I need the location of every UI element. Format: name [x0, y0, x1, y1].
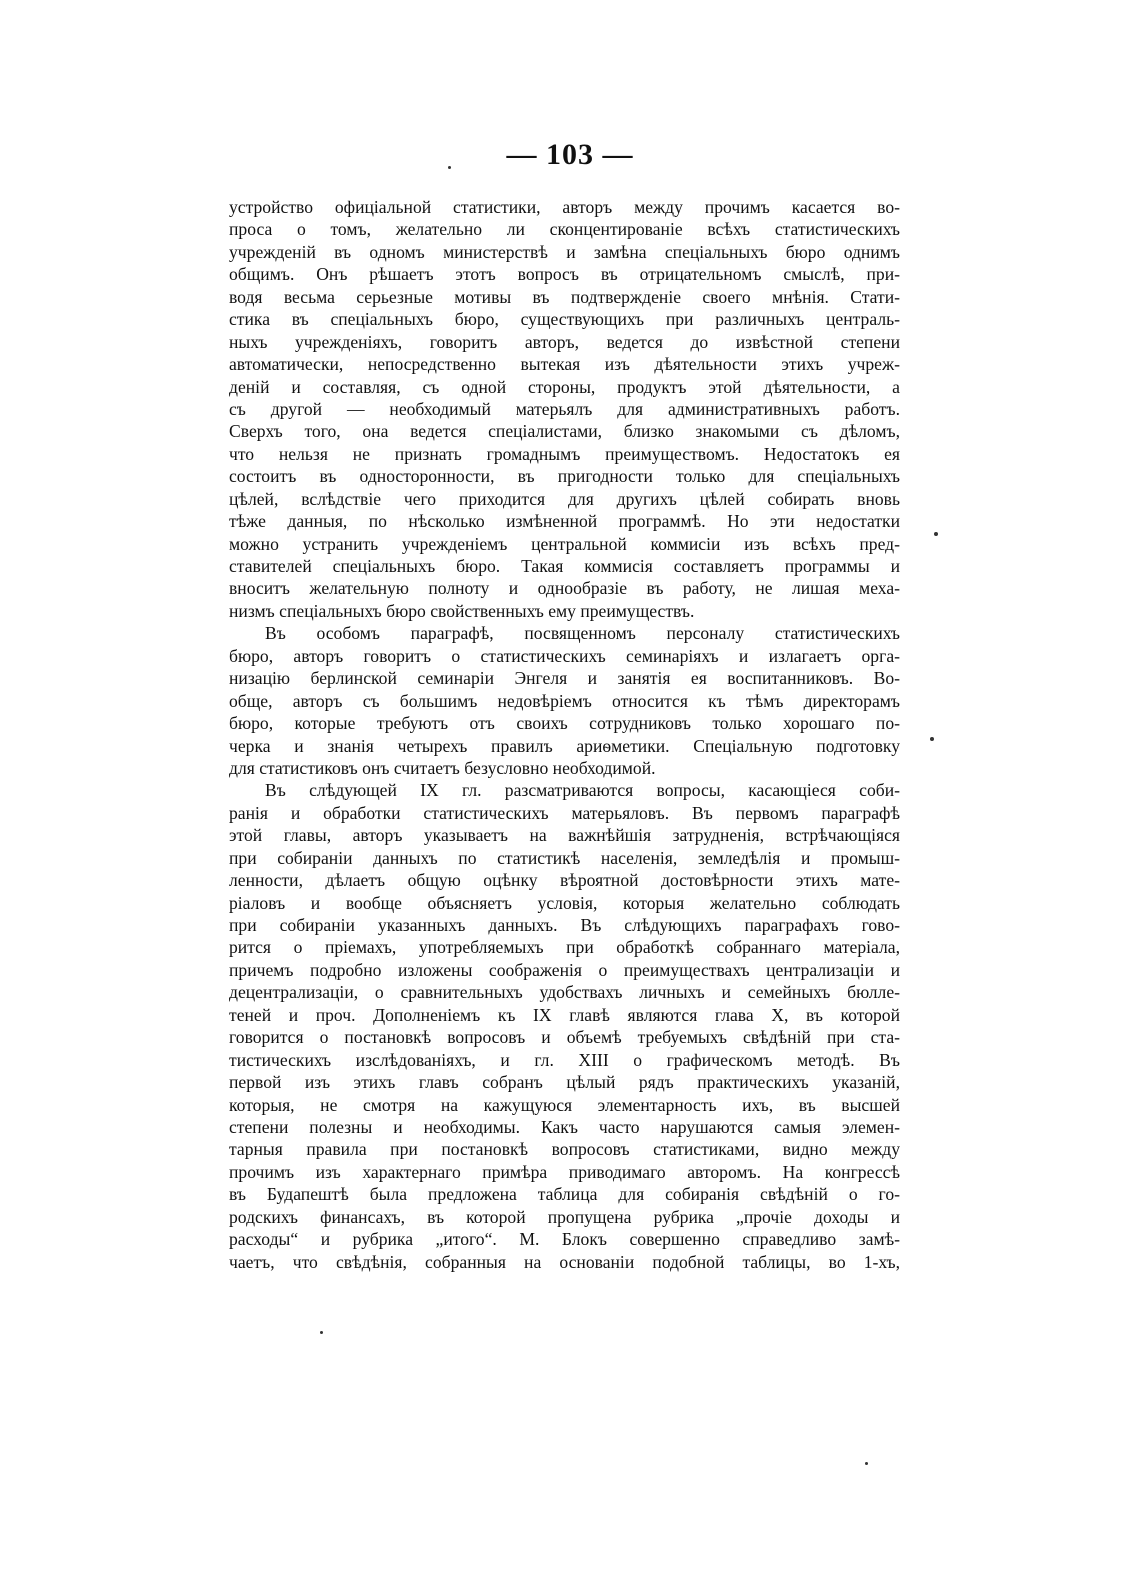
- text-line: низацію берлинской семинаріи Энгеля и занятія ея воспитанниковъ. Во-: [229, 668, 900, 689]
- text-line: ставителей спеціальныхъ бюро. Такая коммисія составляетъ программы и: [229, 556, 900, 576]
- text-line: тистическихъ изслѣдованіяхъ, и гл. XIII о графическомъ методѣ. Въ: [229, 1049, 900, 1070]
- text-line: стика въ спеціальныхъ бюро, существующихъ при различныхъ централь-: [229, 309, 900, 330]
- text-line: рится о пріемахъ, употребляемыхъ при обработкѣ собраннаго матеріала,: [229, 937, 900, 958]
- scan-speck: [320, 1331, 323, 1334]
- text-line: вноситъ желательную полноту и однообразіе въ работу, не лишая меха-: [229, 578, 900, 599]
- text-line: общимъ. Онъ рѣшаетъ этотъ вопросъ въ отрицательномъ смыслѣ, при-: [229, 264, 900, 285]
- text-line: расходы“ и рубрика „итого“. М. Блокъ совершенно справедливо замѣ-: [229, 1229, 900, 1250]
- text-line: Въ особомъ параграфѣ, посвященномъ персоналу статистическихъ: [265, 623, 900, 644]
- text-line: теней и проч. Дополненіемъ къ IX главѣ являются глава X, въ которой: [229, 1004, 900, 1025]
- text-line: при собираніи данныхъ по статистикѣ населенія, земледѣлія и промыш-: [229, 847, 900, 868]
- text-line: ныхъ учрежденіяхъ, говоритъ авторъ, ведется до извѣстной степени: [229, 331, 900, 352]
- text-line: низмъ спеціальныхъ бюро свойственныхъ ему преимуществъ.: [229, 600, 695, 621]
- text-line: при собираніи указанныхъ данныхъ. Въ слѣдующихъ параграфахъ гово-: [229, 915, 900, 935]
- text-line: прочимъ изъ характернаго примѣра приводимаго авторомъ. На конгрессѣ: [229, 1161, 900, 1182]
- scan-speck: [865, 1462, 868, 1465]
- text-line: чаетъ, что свѣдѣнія, собранныя на основаніи подобной таблицы, во 1-хъ,: [229, 1251, 900, 1272]
- text-line: для статистиковъ онъ считаетъ безусловно необходимой.: [229, 757, 656, 778]
- text-line: тѣже данныя, по нѣсколько измѣненной программѣ. Но эти недостатки: [229, 511, 900, 532]
- text-line: первой изъ этихъ главъ собранъ цѣлый рядъ практическихъ указаній,: [229, 1072, 900, 1093]
- text-line: бюро, авторъ говоритъ о статистическихъ семинаріяхъ и излагаетъ орга-: [229, 645, 900, 666]
- text-line: черка и знанія четырехъ правилъ ариѳметики. Спеціальную подготовку: [229, 735, 900, 756]
- text-line: съ другой — необходимый матерьялъ для административныхъ работъ.: [229, 398, 900, 419]
- text-line: ріаловъ и вообще объясняетъ условія, которыя желательно соблюдать: [229, 892, 900, 913]
- text-line: водя весьма серьезные мотивы въ подтвержденіе своего мнѣнія. Стати-: [229, 286, 900, 307]
- text-line: устройство офиціальной статистики, авторъ между прочимъ касается во-: [229, 197, 900, 217]
- text-line: децентрализаціи, о сравнительныхъ удобствахъ личныхъ и семейныхъ бюлле-: [229, 982, 900, 1003]
- text-line: можно устранить учрежденіемъ центральной коммисіи изъ всѣхъ пред-: [229, 533, 900, 554]
- text-line: въ Будапештѣ была предложена таблица для собиранія свѣдѣній о го-: [229, 1184, 900, 1205]
- page-number: — 103 —: [506, 138, 634, 171]
- text-line: родскихъ финансахъ, въ которой пропущена рубрика „прочіе доходы и: [229, 1206, 900, 1227]
- text-line: цѣлей, вслѣдствіе чего приходится для другихъ цѣлей собирать вновь: [229, 488, 900, 509]
- scan-speck: [934, 532, 938, 536]
- text-line: ранія и обработки статистическихъ матерьяловъ. Въ первомъ параграфѣ: [229, 802, 900, 823]
- text-line: учрежденій въ одномъ министерствѣ и замѣна спеціальныхъ бюро однимъ: [229, 241, 900, 262]
- text-line: ленности, дѣлаетъ общую оцѣнку вѣроятной достовѣрности этихъ мате-: [229, 870, 900, 891]
- text-line: причемъ подробно изложены соображенія о преимуществахъ централизаціи и: [229, 959, 900, 980]
- text-line: Сверхъ того, она ведется спеціалистами, близко знакомыми съ дѣломъ,: [229, 421, 900, 442]
- text-line: тарныя правила при постановкѣ вопросовъ статистиками, видно между: [229, 1139, 900, 1160]
- scan-speck: [448, 166, 451, 169]
- text-line: деній и составляя, съ одной стороны, продуктъ этой дѣятельности, а: [229, 376, 900, 397]
- scan-speck: [930, 737, 934, 741]
- text-line: Въ слѣдующей IX гл. разсматриваются вопросы, касающіеся соби-: [265, 780, 900, 801]
- text-line: бюро, которые требуютъ отъ своихъ сотрудниковъ только хорошаго по-: [229, 713, 900, 734]
- text-line: автоматически, непосредственно вытекая изъ дѣятельности этихъ учреж-: [229, 354, 900, 375]
- text-line: этой главы, авторъ указываетъ на важнѣйшія затрудненія, встрѣчающіяся: [229, 825, 900, 846]
- text-line: обще, авторъ съ большимъ недовѣріемъ относится къ тѣмъ директорамъ: [229, 690, 900, 711]
- text-line: состоитъ въ односторонности, въ пригодности только для спеціальныхъ: [229, 466, 900, 487]
- text-line: которыя, не смотря на кажущуюся элементарность ихъ, въ высшей: [229, 1094, 900, 1115]
- text-line: говорится о постановкѣ вопросовъ и объемѣ требуемыхъ свѣдѣній при ста-: [229, 1027, 900, 1048]
- text-line: проса о томъ, желательно ли сконцентированіе всѣхъ статистическихъ: [229, 219, 900, 240]
- text-line: степени полезны и необходимы. Какъ часто нарушаются самыя элемен-: [229, 1116, 900, 1137]
- text-line: что нельзя не признать громаднымъ преимуществомъ. Недостатокъ ея: [229, 443, 900, 464]
- body-text: [229, 196, 900, 1273]
